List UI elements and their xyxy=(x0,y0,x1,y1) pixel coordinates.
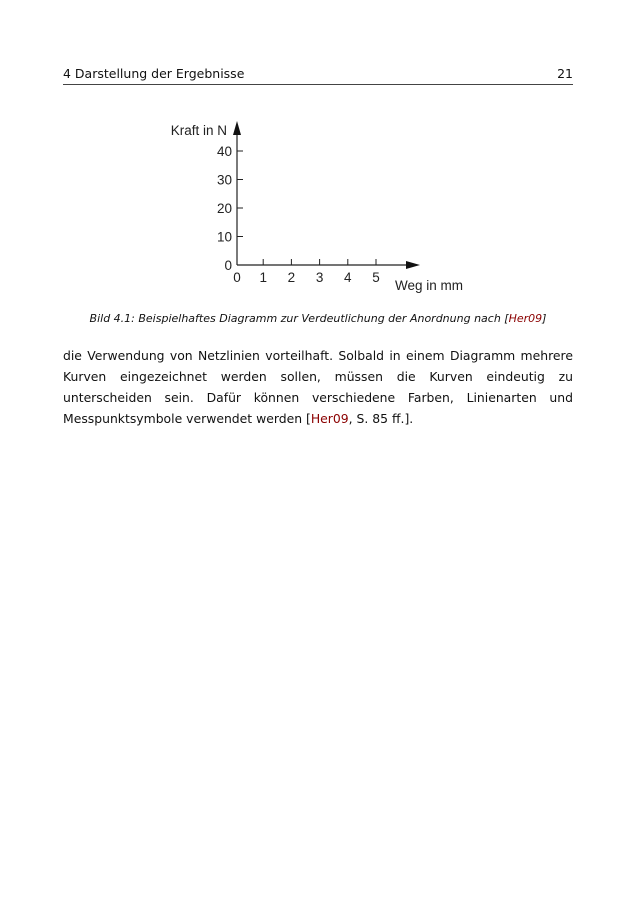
y-tick-label: 40 xyxy=(216,144,232,159)
caption-text: Bild 4.1: Beispielhaftes Diagramm zur Verdeutlichung der Anordnung nach [ xyxy=(89,312,509,325)
citation-link[interactable]: Her09 xyxy=(310,411,349,426)
y-tick-label: 30 xyxy=(216,172,232,188)
x-tick-label: 1 xyxy=(259,270,267,285)
body-paragraph xyxy=(63,345,573,429)
x-tick-label: 3 xyxy=(315,270,324,285)
paragraph-text: die Verwendung von Netzlinien vorteilhaft. Solbald in einem Diagramm mehrere Kurven eingezeichnet werden sollen, müssen die Kurven eindeutig zu unterscheiden sein. Dafür können verschiedene Farben, Linienarten und Messpunktsymbole verwendet werden [ xyxy=(63,348,573,426)
y-axis-label: Kraft in N xyxy=(170,123,227,138)
y-tick-label: 10 xyxy=(216,229,232,245)
page-number: 21 xyxy=(557,66,573,81)
figure-chart xyxy=(0,0,636,300)
x-tick-label: 5 xyxy=(372,270,380,285)
x-tick-label: 0 xyxy=(233,270,241,285)
x-tick-label: 2 xyxy=(287,270,296,285)
x-axis-label: Weg in mm xyxy=(395,278,464,293)
running-header-chapter: 4 Darstellung der Ergebnisse xyxy=(63,66,245,81)
caption-citation-link[interactable]: Her09 xyxy=(508,312,543,325)
caption-text-end: ] xyxy=(542,312,547,325)
y-axis-arrow-icon xyxy=(233,121,241,135)
y-tick-label: 20 xyxy=(216,201,232,216)
y-tick-label: 0 xyxy=(224,258,232,273)
x-axis-arrow-icon xyxy=(406,261,420,269)
x-tick-label: 4 xyxy=(344,270,352,285)
figure-caption xyxy=(63,312,573,325)
paragraph-text-end: , S. 85 ff.]. xyxy=(348,411,414,426)
